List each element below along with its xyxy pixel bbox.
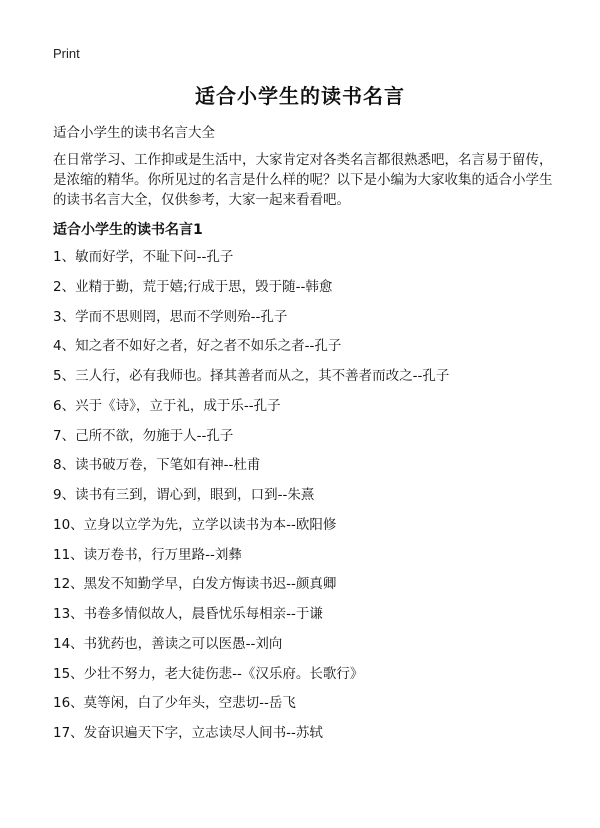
quote-item: 16、莫等闲，白了少年头，空悲切--岳飞 bbox=[53, 695, 296, 712]
quote-item: 5、三人行，必有我师也。择其善者而从之，其不善者而改之--孔子 bbox=[53, 368, 450, 384]
quote-item: 2、业精于勤，荒于嬉;行成于思，毁于随--韩愈 bbox=[53, 278, 333, 295]
quote-item: 12、黑发不知勤学早，白发方悔读书迟--颜真卿 bbox=[53, 576, 337, 593]
quote-item: 7、己所不欲，勿施于人--孔子 bbox=[53, 427, 234, 444]
quote-item: 9、读书有三到，谓心到，眼到，口到--朱熹 bbox=[53, 487, 315, 503]
page-title: 适合小学生的读书名言 bbox=[195, 84, 405, 108]
quote-item: 3、学而不思则罔，思而不学则殆--孔子 bbox=[53, 308, 288, 325]
quote-item: 13、书卷多情似故人，晨昏忧乐每相亲--于谦 bbox=[53, 606, 323, 622]
quote-item: 6、兴于《诗》，立于礼，成于乐--孔子 bbox=[53, 397, 281, 414]
quote-item: 17、发奋识遍天下字，立志读尽人间书--苏轼 bbox=[53, 725, 323, 741]
quote-item: 10、立身以立学为先，立学以读书为本--欧阳修 bbox=[53, 516, 337, 533]
quote-item: 14、书犹药也，善读之可以医愚--刘向 bbox=[53, 635, 283, 652]
quote-item: 15、少壮不努力，老大徒伤悲--《汉乐府。长歌行》 bbox=[53, 665, 364, 682]
print-link[interactable]: Print bbox=[53, 46, 80, 61]
section-heading: 适合小学生的读书名言1 bbox=[53, 222, 203, 238]
quote-item: 11、读万卷书，行万里路--刘彝 bbox=[53, 546, 242, 563]
quote-item: 8、读书破万卷，下笔如有神--杜甫 bbox=[53, 457, 261, 474]
quote-item: 4、知之者不如好之者，好之者不如乐之者--孔子 bbox=[53, 338, 342, 355]
quote-item: 1、敏而好学，不耻下问--孔子 bbox=[53, 249, 234, 265]
quote-list bbox=[53, 248, 449, 754]
intro-paragraph: 在日常学习、工作抑或是生活中，大家肯定对各类名言都很熟悉吧，名言易于留传，是浓缩的精华。你所见过的名言是什么样的呢？以下是小编为大家收集的适合小学生的读书名言大全，仅供参考，大家一起来看看吧。 bbox=[53, 152, 553, 208]
document-subtitle: 适合小学生的读书名言大全 bbox=[53, 125, 215, 141]
